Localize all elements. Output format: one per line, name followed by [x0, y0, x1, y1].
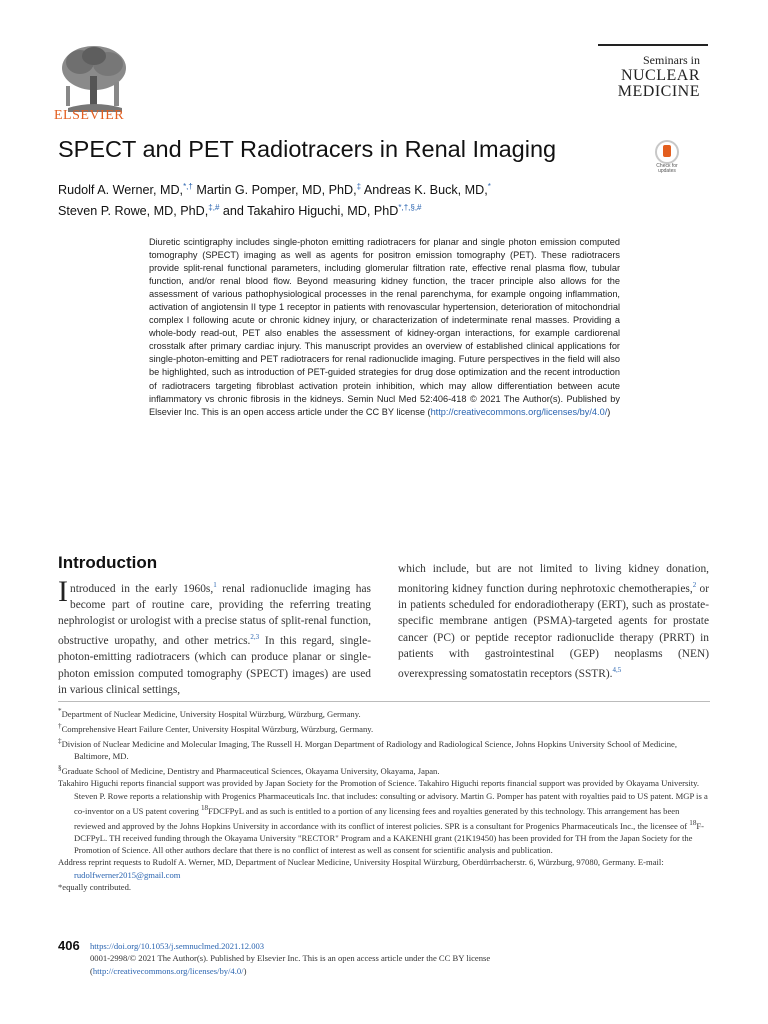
author-affiliation-mark: *,† — [183, 182, 193, 191]
isotope-mark: 18 — [689, 818, 697, 827]
footer-license-link[interactable]: http://creativecommons.org/licenses/by/4.0/ — [92, 965, 244, 976]
license-paren-close: ) — [243, 965, 247, 976]
article-title: SPECT and PET Radiotracers in Renal Imaging — [58, 136, 557, 162]
author-name: Steven P. Rowe, MD, PhD, — [58, 204, 209, 219]
journal-title-line2: NUCLEAR — [620, 67, 700, 84]
affiliation-text: Division of Nuclear Medicine and Molecular Imaging, The Russell H. Morgan Department of Radiology and Radiological Science, Johns Hopkins University School of Medicine, Baltimore, MD. — [61, 738, 678, 762]
funding-disclosure — [58, 777, 710, 856]
check-updates-label-1: Check for — [656, 163, 678, 169]
abstract-text: Diuretic scintigraphy includes single-photon emitting radiotracers for planar and single photon emission computed tomography (SPECT) imaging as well as agents for positron emission tomography (PET). These radiotracers provide split-renal functional parameters, including glomerular filtration rate, effective renal plasma flow, tubular function, and/or renal blood flow. Beyond measuring kidney function, the tracer principle also allows for the assessment of various pathophysiological processes in the renal parenchyma, for example ongoing inflammation, activation of angiotensin II type 1 receptor in patients with renovascular hypertension, deterioration of mitochondrial complex I following acute or chronic kidney injury, or characterization of indeterminate renal masses. Providing a whole-body read-out, PET also enables the assessment of kidney-organ interactions, for example cardiorenal crosstalk after primary cardiac injury. This manuscript provides an overview of established clinical applications for single-photon-emitting and PET radiotracers for renal radionuclide imaging. Future perspectives in the field will also be highlighted, such as introduction of PET-guided strategies for drug dose optimization and the recent introduction of radiotracers targeting fibroblast activation protein inhibition, which may allow differentiation between acute inflammatory vs chronic fibrosis in the kidneys. — [149, 237, 620, 404]
author-affiliation-mark: ‡,# — [208, 203, 220, 213]
journal-rule — [598, 44, 708, 46]
affiliation-mark: * — [58, 707, 62, 715]
journal-title-line1: Seminars in — [643, 53, 700, 67]
reprint-text: Address reprint requests to Rudolf A. Werner, MD, Department of Nuclear Medicine, University Hospital Würzburg, Oberdürrbacherstr. 6, Würzburg, 97080, Germany. E-mail: — [58, 857, 664, 868]
body-text: ntroduced in the early 1960s, — [70, 582, 214, 595]
affiliation-mark: † — [58, 722, 62, 731]
check-updates-icon — [655, 140, 679, 164]
author-affiliation-mark: *,†,§,# — [398, 203, 422, 213]
license-paren-close: ) — [607, 406, 611, 417]
footnote-rule — [58, 701, 710, 702]
body-text: which include, but are not limited to living kidney donation, monitoring kidney function during nephrotoxic chemotherapies, — [398, 563, 709, 595]
funding-text: FDCFPyL and as such is entitled to a portion of any licensing fees and royalties generated by this technology. This arrangement has been reviewed and approved by the Johns Hopkins University in accordance with its conflict of interest policies. SPR is a consultant for Progenics Pharmaceuticals Inc., the licensee of — [74, 805, 690, 831]
body-text: renal radionuclide imaging has become part of routine care, providing the referring treating nephrologist or urologist with a precise status of split-renal function, obstructive uropathy, and other metrics. — [58, 582, 371, 648]
affiliation-footnote — [58, 735, 710, 762]
abstract-citation: Semin Nucl Med 52:406-418 © 2021 The Author(s). Published by Elsevier Inc. This is an open access article under the CC BY license — [149, 393, 621, 417]
affiliation-mark: § — [58, 764, 62, 773]
body-text: or in patients scheduled for endoradiotherapy (ERT), such as prostate-specific membrane antigen (PSMA)-targeted agents for prostate cancer (PC) or peptide receptor radionuclide therapy (PRRT) in patients with gastrointestinal (GEP) neoplasms (NEN) overexpressing somatostatin receptors (SSTR). — [398, 583, 710, 680]
funding-text: F-DCFPyL. TH received funding through the Okayama University "RECTOR" Program and a KAKENHI grant (21K19450) has been provided for TH from the Japan Society for the Promotion of Science. All other authors declare that there is no conflict of interest as well as consent for scientific analysis and publication. — [74, 820, 705, 856]
author-affiliation-mark: * — [487, 182, 491, 191]
license-paren-open: ( — [427, 406, 431, 417]
check-updates-label-2: updates — [658, 168, 676, 174]
drop-cap: I — [58, 575, 68, 608]
reprint-address — [58, 856, 710, 880]
affiliation-text: Comprehensive Heart Failure Center, University Hospital Würzburg, Würzburg, Germany. — [61, 723, 374, 734]
journal-title — [598, 54, 700, 100]
author-line-2 — [58, 199, 658, 220]
author-name: Andreas K. Buck, MD, — [361, 183, 488, 198]
author-list — [58, 178, 658, 220]
isotope-mark: 18 — [200, 803, 209, 812]
equal-contribution-note: *equally contributed. — [58, 881, 132, 892]
reference-link[interactable]: 2,3 — [250, 633, 260, 642]
author-name: Martin G. Pomper, MD, PhD, — [192, 183, 357, 198]
reference-link[interactable]: 4,5 — [612, 666, 622, 675]
issn-copyright: 0001-2998/© 2021 The Author(s). Published by Elsevier Inc. This is an open access article under the CC BY license — [90, 953, 491, 964]
intro-column-right — [398, 561, 709, 682]
page-number: 406 — [58, 938, 80, 953]
journal-title-line3: MEDICINE — [617, 83, 700, 100]
check-for-updates-badge[interactable] — [652, 140, 682, 178]
affiliation-footnote — [58, 705, 710, 720]
funding-text: Takahiro Higuchi reports financial support was provided by Japan Society for the Promotion of Science. Takahiro Higuchi reports financial support was provided by Okayama University. Steven P. Rowe reports a relationship with Progenics Pharmaceuticals Inc. that includes: consulting or advisory. Martin G. Pomper has patent with royalties paid to US patent. MGP is a co-inventor on a US patent covering — [58, 778, 708, 816]
affiliation-footnote — [58, 720, 710, 735]
license-link[interactable]: http://creativecommons.org/licenses/by/4.0/ — [430, 406, 608, 417]
page-footer — [90, 940, 710, 977]
abstract — [149, 236, 620, 419]
author-name: and Takahiro Higuchi, MD, PhD — [219, 204, 399, 219]
reference-link[interactable]: 1 — [213, 581, 217, 589]
author-line-1 — [58, 178, 658, 199]
body-text: In this regard, single-photon-emitting radiotracers (which can produce planar or single-photon emission computed tomography (SPECT) images) are used in various clinical settings, — [58, 635, 372, 696]
affiliation-mark: ‡ — [58, 737, 62, 746]
author-name: Rudolf A. Werner, MD, — [58, 183, 184, 198]
author-affiliation-mark: ‡ — [356, 182, 362, 191]
affiliation-text: Graduate School of Medicine, Dentistry and Pharmaceutical Sciences, Okayama University, Okayama, Japan. — [61, 766, 440, 777]
doi-link[interactable]: https://doi.org/10.1053/j.semnuclmed.2021.12.003 — [90, 941, 265, 951]
license-paren-open: ( — [90, 965, 93, 976]
affiliation-footnote — [58, 762, 710, 777]
footnotes — [58, 705, 710, 893]
intro-column-left — [58, 577, 371, 698]
section-heading-introduction: Introduction — [58, 553, 158, 572]
author-email-link[interactable]: rudolfwerner2015@gmail.com — [74, 869, 181, 880]
reference-link[interactable]: 2 — [692, 581, 697, 590]
publisher-name: ELSEVIER — [54, 108, 125, 123]
affiliation-text: Department of Nuclear Medicine, University Hospital Würzburg, Würzburg, Germany. — [61, 708, 361, 719]
